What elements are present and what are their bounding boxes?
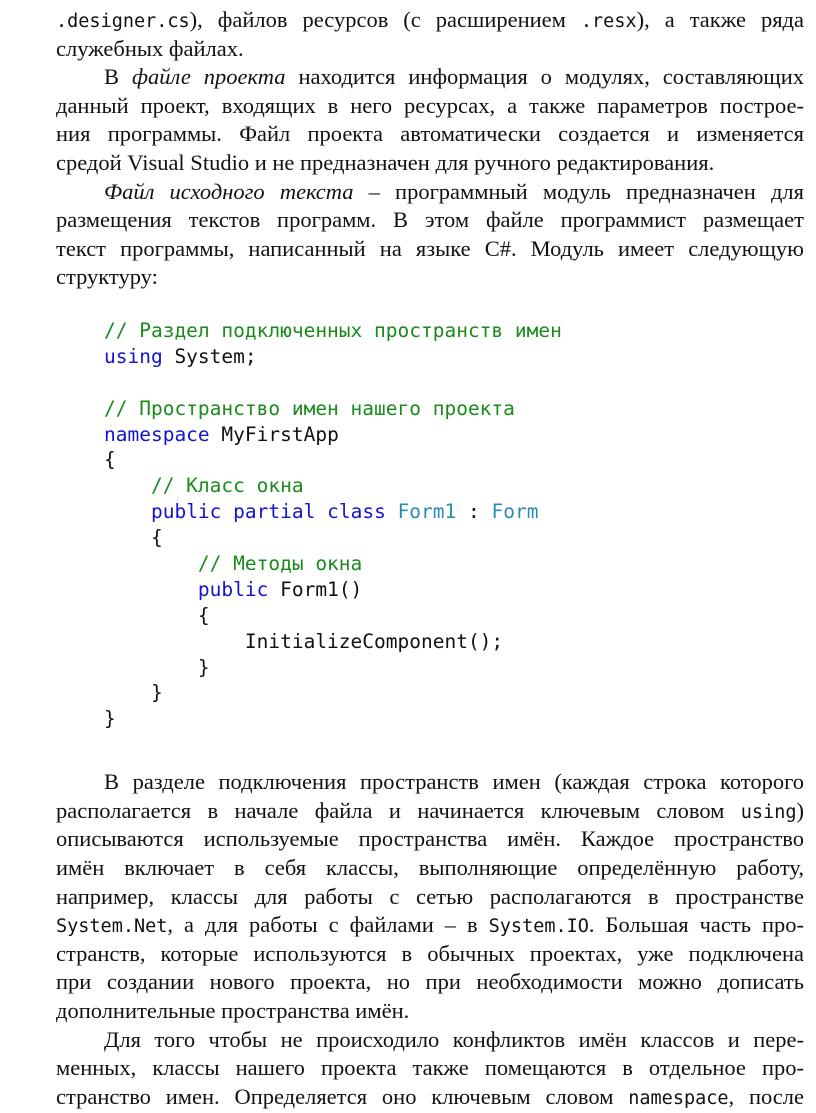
text: – программный модуль предназначен для: [353, 178, 805, 204]
code-line: [104, 344, 804, 370]
text: располагается в начале файла и начинается ключевым словом: [56, 797, 741, 823]
code-line: [104, 680, 804, 706]
code-line: [104, 396, 804, 422]
text: странство имен. Определяется оно ключевым словом: [56, 1083, 629, 1109]
code-listing: [56, 318, 804, 732]
project-file-line-2: данный проект, входящих в него ресурсах, а также параметров построе-: [56, 92, 804, 118]
code-line: [104, 706, 804, 732]
inline-code: System.IO: [488, 916, 589, 938]
code-line: [104, 318, 804, 344]
code-brace: }: [104, 655, 210, 679]
code-brace: {: [104, 526, 163, 550]
namespaces-line-7: странств, которые используются в обычных проектах, уже подключена: [56, 940, 804, 966]
code-keyword: partial: [233, 500, 316, 524]
project-file-line-4: средой Visual Studio и не предназначен для ручного редактирования.: [56, 149, 715, 175]
italic-term: файле проекта: [131, 64, 286, 90]
text: , а для работы с файлами – в: [167, 912, 489, 938]
project-file-line-3: ния программы. Файл проекта автоматически создается и изменяется: [56, 121, 804, 147]
code-brace: }: [104, 707, 116, 731]
conflict-line-1: Для того чтобы не происходило конфликтов имён классов и пере-: [104, 1026, 804, 1052]
text: ), файлов ресурсов (с расширением: [189, 7, 581, 32]
spacer: [56, 292, 804, 318]
code-text: MyFirstApp: [209, 422, 339, 446]
code-type: Form: [491, 500, 539, 524]
inline-code: namespace: [628, 1087, 729, 1109]
code-comment: // Методы окна: [104, 551, 363, 575]
text: В: [104, 64, 132, 90]
project-file-line-1: [56, 63, 804, 92]
text: ): [796, 797, 804, 823]
code-comment: // Класс окна: [104, 474, 304, 498]
code-text: InitializeComponent();: [104, 629, 504, 653]
code-line: [104, 422, 804, 448]
inline-code: using: [740, 801, 797, 823]
spacer: [56, 732, 804, 768]
source-file-line-2: размещения текстов программ. В этом файле программист размещает: [56, 207, 804, 233]
source-file-line-3: текст программы, написанный на языке C#. Модуль имеет следующую: [56, 235, 804, 261]
conflict-line-2: менных, классы нашего проекта также помещаются в отдельное про-: [56, 1055, 804, 1081]
source-file-line-4: структуру:: [56, 264, 158, 290]
text: ), а также ряда: [636, 7, 804, 32]
code-keyword: public: [150, 500, 222, 524]
italic-term: Файл исходного текста: [104, 178, 354, 204]
code-keyword: public: [197, 577, 269, 601]
code-type: Form1: [397, 500, 457, 524]
code-brace: }: [104, 681, 163, 705]
code-keyword: using: [104, 344, 163, 368]
code-line: [104, 629, 804, 655]
namespaces-line-4: имён включает в себя классы, выполняющие определённую работу,: [56, 854, 804, 880]
code-line: [104, 655, 804, 681]
code-line: [104, 447, 804, 473]
code-keyword: class: [327, 500, 386, 524]
code-line: [104, 499, 804, 525]
text: . Большая часть про-: [588, 912, 804, 938]
namespaces-line-8: при создании нового проекта, но при необходимости можно дописать: [56, 969, 804, 995]
code-line: [104, 577, 804, 603]
code-comment: // Раздел подключенных пространств имен: [104, 318, 562, 342]
document-page: [56, 0, 804, 1111]
text: , после: [728, 1083, 804, 1109]
source-file-line-1: [56, 178, 804, 207]
text: находится информация о модулях, составляющих: [285, 64, 804, 90]
namespaces-line-1: В разделе подключения пространств имен (каждая строка которого: [104, 769, 804, 795]
namespaces-line-6: [56, 911, 804, 940]
code-brace: {: [104, 448, 116, 472]
intro-line-2: служебных файлах.: [56, 35, 244, 61]
code-line: [104, 551, 804, 577]
code-comment: // Пространство имен нашего проекта: [104, 396, 515, 420]
code-text: System;: [162, 344, 257, 368]
conflict-line-3: [56, 1083, 804, 1112]
inline-code: .resx: [580, 11, 637, 32]
namespaces-line-5: например, классы для работы с сетью располагаются в пространстве: [56, 883, 804, 909]
code-keyword: namespace: [104, 422, 210, 446]
namespaces-line-9: дополнительные пространства имён.: [56, 997, 410, 1023]
namespaces-line-3: описываются используемые пространства имён. Каждое пространство: [56, 826, 804, 852]
code-indent: [104, 578, 198, 601]
inline-code: System.Net: [56, 916, 168, 938]
code-line: [104, 473, 804, 499]
code-text: Form1(): [268, 577, 363, 601]
code-text: :: [456, 500, 492, 524]
inline-code: .designer.cs: [56, 11, 190, 32]
code-line: [104, 525, 804, 551]
code-brace: {: [104, 603, 210, 627]
code-blank-line: [104, 370, 804, 396]
code-indent: [104, 500, 151, 523]
namespaces-line-2: [56, 797, 804, 826]
intro-line-1: [56, 6, 804, 35]
code-line: [104, 603, 804, 629]
